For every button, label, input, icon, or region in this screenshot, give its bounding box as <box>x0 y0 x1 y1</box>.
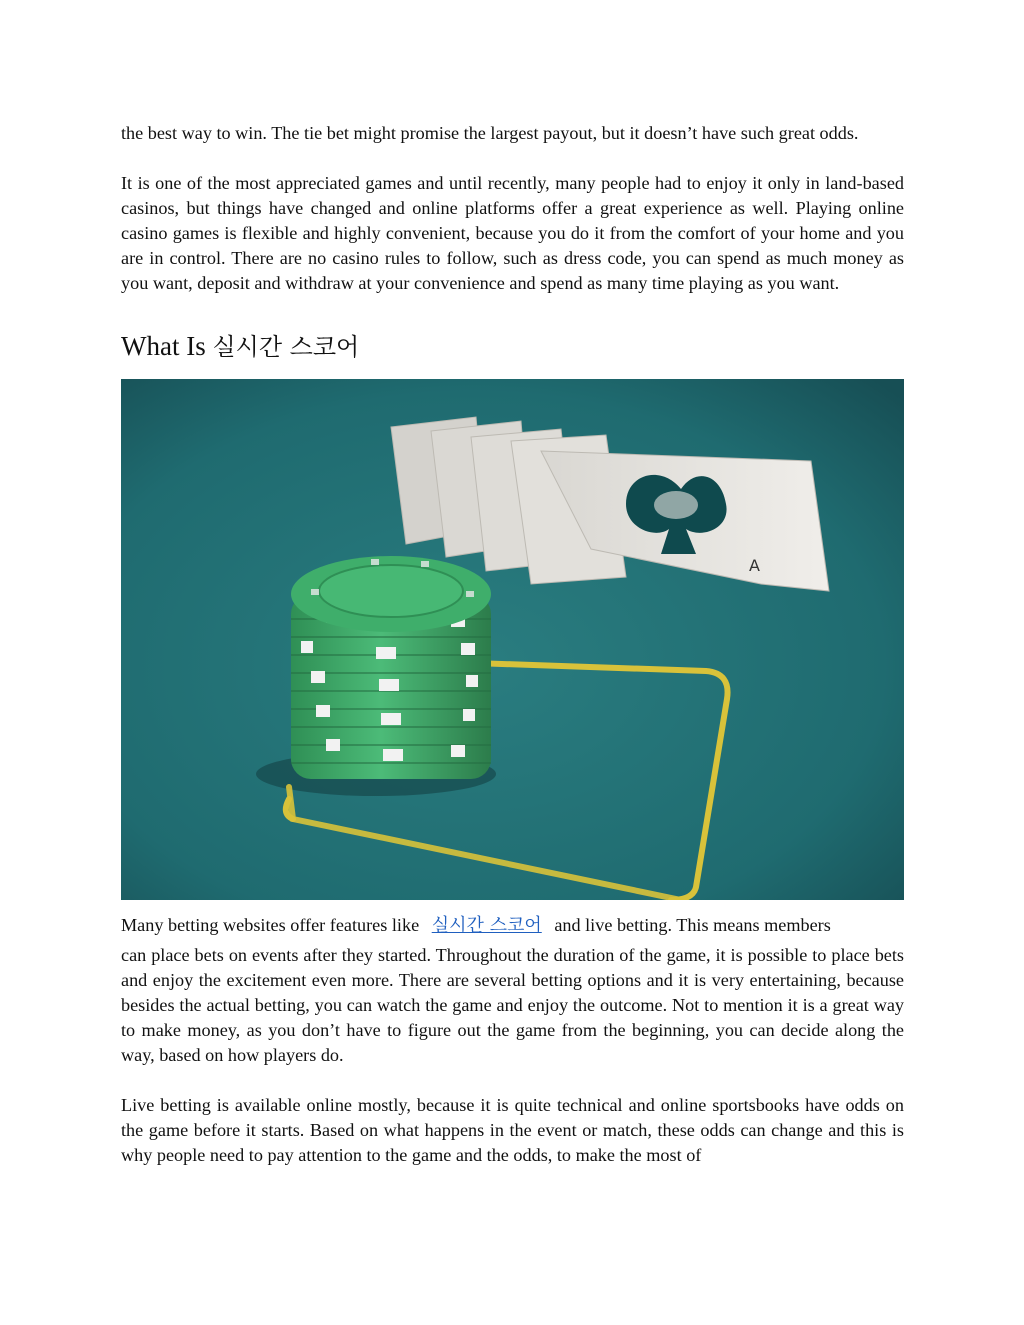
casino-chips-photo <box>121 379 904 900</box>
live-score-link[interactable]: 실시간 스코어 <box>431 915 542 936</box>
paragraph-live-betting-online: Live betting is available online mostly, because it is quite technical and online sportsbooks have odds on the game before it starts. Based on what happens in the event or match, these odds can change and this is why people need to pay attention to the game and the odds, to make the most of <box>121 1095 904 1165</box>
heading-korean: 실시간 스코어 <box>212 333 360 361</box>
paragraph-first-line <box>121 908 904 943</box>
paragraph-live-betting-features <box>121 908 904 1068</box>
section-heading <box>121 328 904 365</box>
paragraph-online-casino: It is one of the most appreciated games and until recently, many people had to enjoy it only in land-based casinos, but things have changed and online platforms offer a great experience as well. Playing online casino games is flexible and highly convenient, because you do it from the comfort of your home and you are in control. There are no casino rules to follow, such as dress code, you can spend as much money as you want, deposit and withdraw at your convenience and spend as many time playing as you want. <box>121 173 904 293</box>
paragraph-tie-bet: the best way to win. The tie bet might promise the largest payout, but it doesn’t have such great odds. <box>121 123 859 143</box>
text-after-link: and live betting. This means members <box>554 915 831 935</box>
text-before-link: Many betting websites offer features like <box>121 915 420 935</box>
document-body <box>121 121 904 1168</box>
paragraph-rest: can place bets on events after they started. Throughout the duration of the game, it is possible to place bets and enjoy the excitement even more. There are several betting options and it is very entertaining, because besides the actual betting, you can watch the game and enjoy the outcome. Not to mention it is a great way to make money, as you don’t have to figure out the game from the beginning, you can decide along the way, based on how players do. <box>121 945 904 1065</box>
chip-stack <box>291 556 491 779</box>
svg-text:A: A <box>749 556 760 575</box>
heading-prefix: What Is <box>121 331 206 361</box>
